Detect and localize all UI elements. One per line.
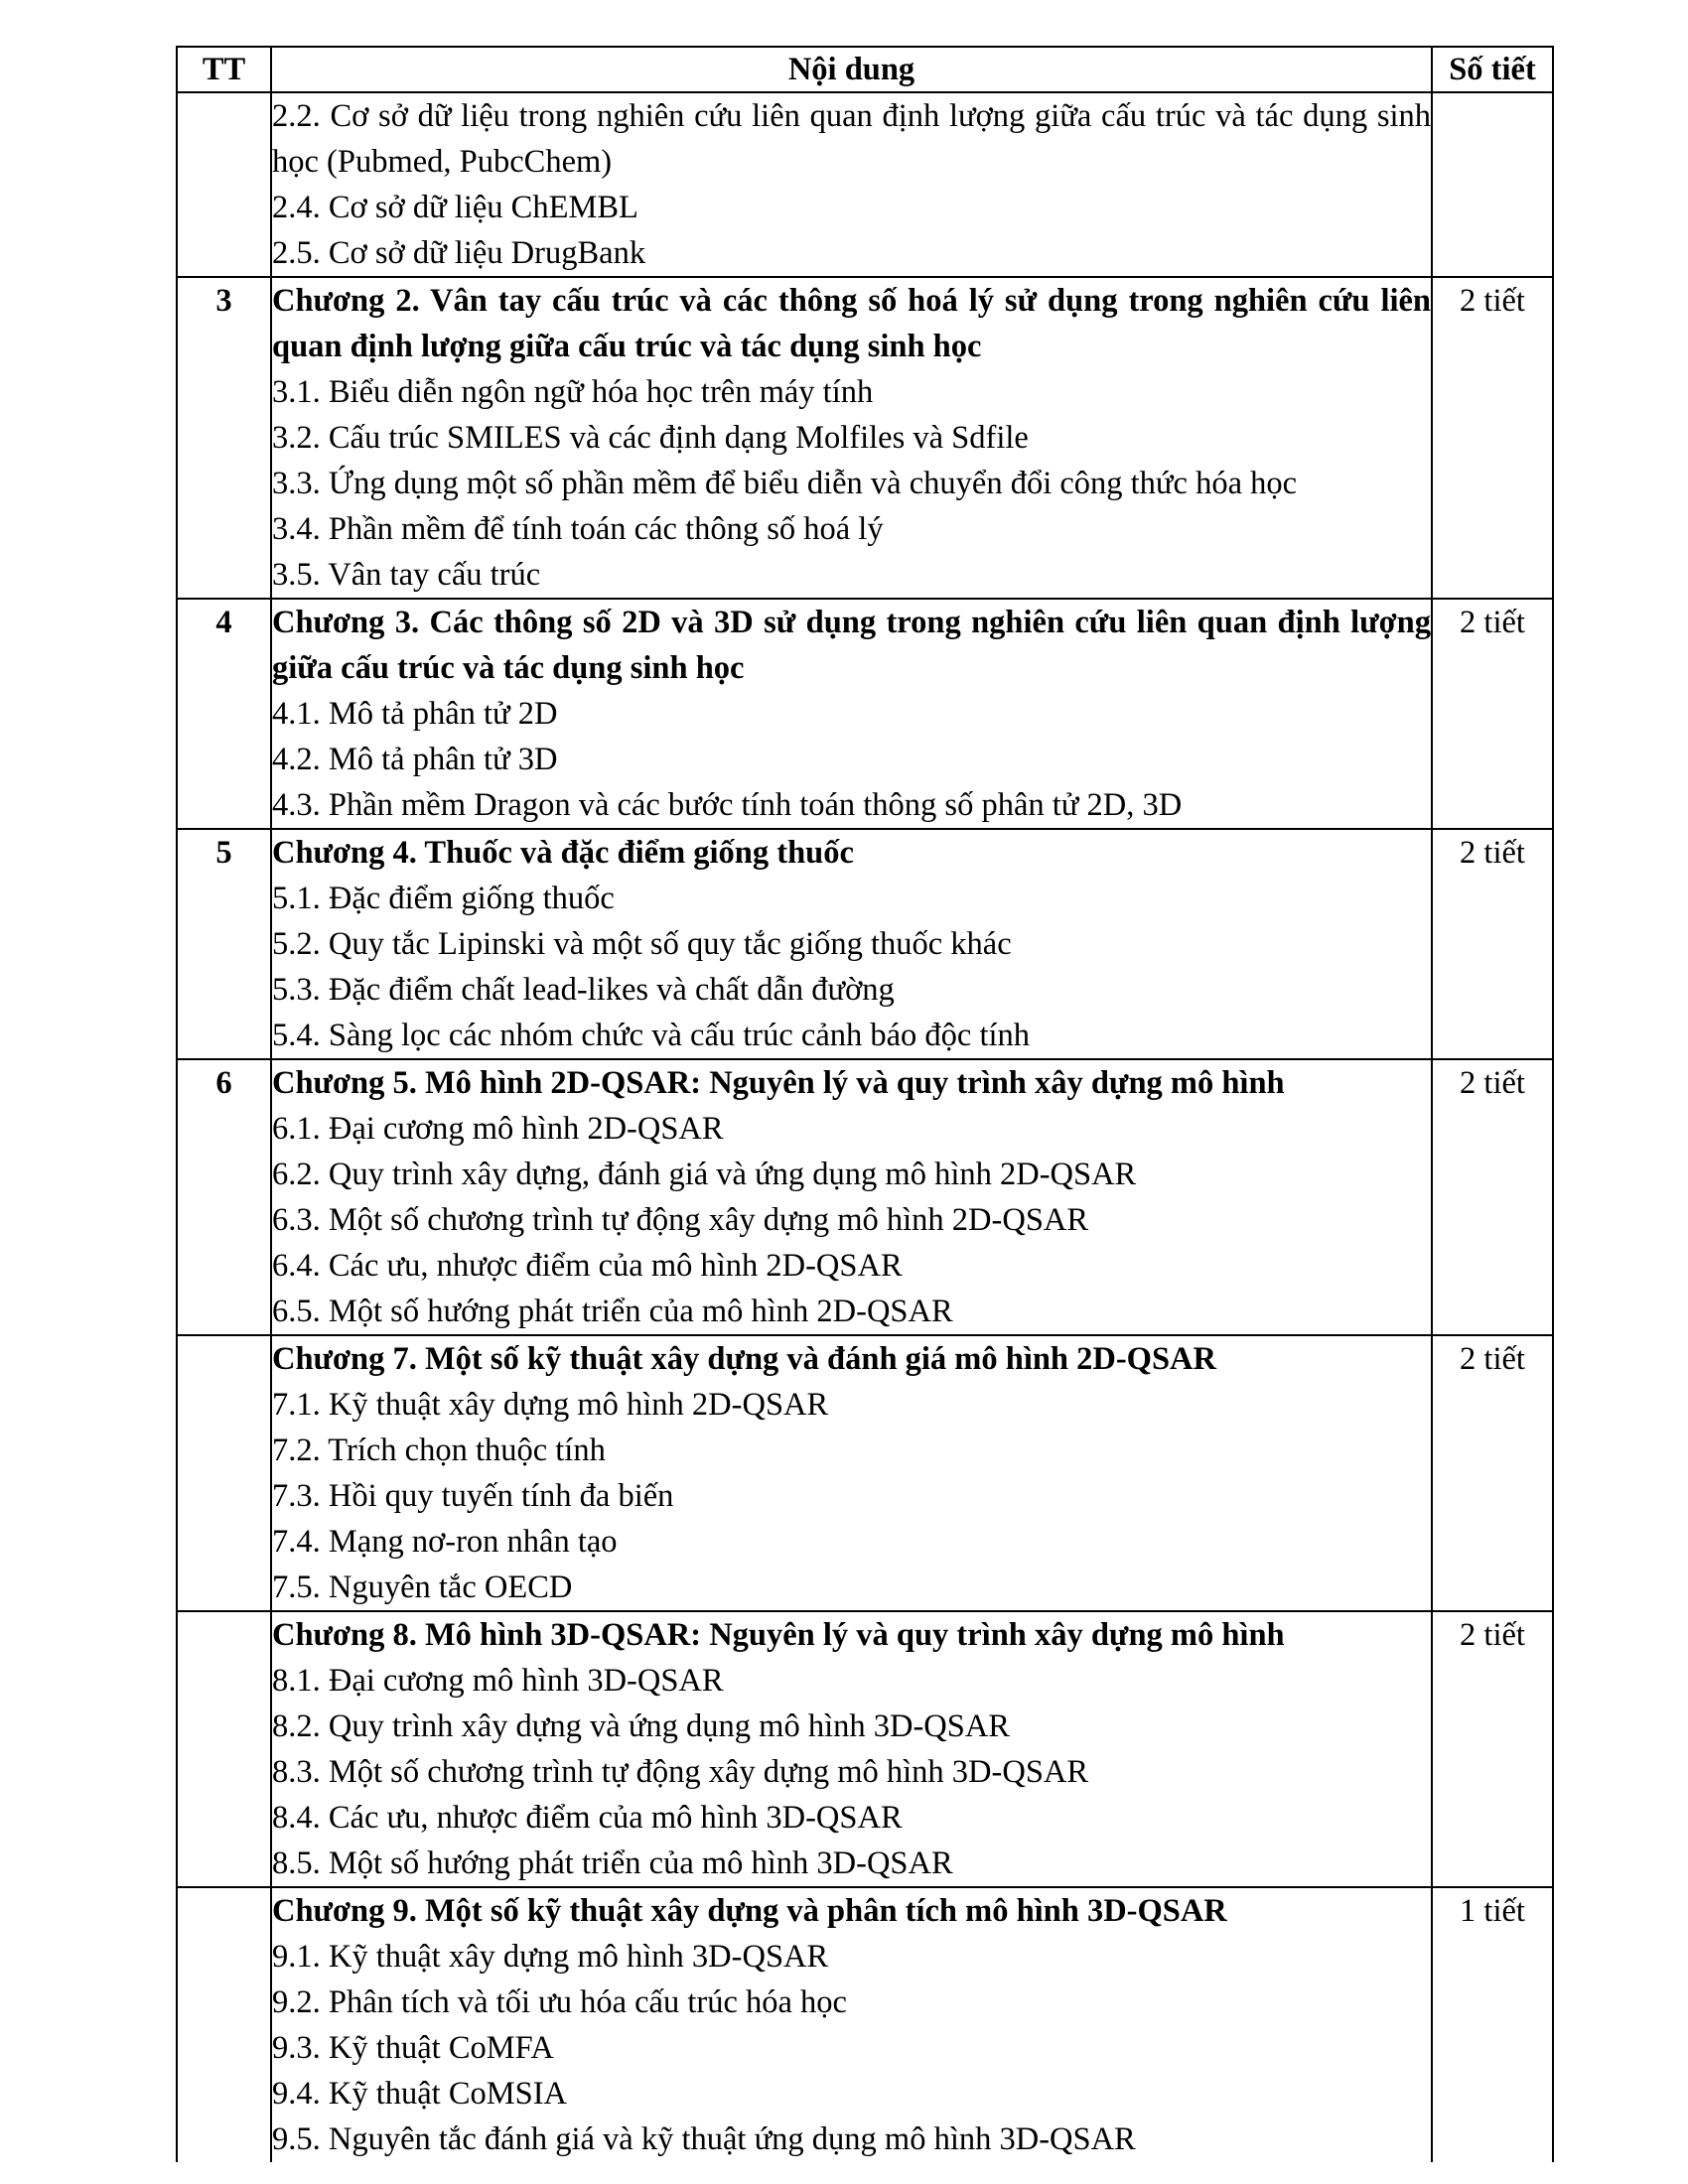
row-hours: 2 tiết xyxy=(1432,599,1553,829)
row-content xyxy=(271,1059,1432,1335)
row-item: 3.2. Cấu trúc SMILES và các định dạng Molfiles và Sdfile xyxy=(272,420,1029,456)
row-number xyxy=(177,1335,271,1611)
row-item: 8.5. Một số hướng phát triển của mô hình 3D-QSAR xyxy=(272,1845,953,1881)
table-row xyxy=(177,1059,1553,1335)
syllabus-table xyxy=(176,46,1554,2162)
row-hours: 2 tiết xyxy=(1432,1335,1553,1611)
row-item: 7.3. Hồi quy tuyến tính đa biến xyxy=(272,1478,674,1514)
row-item: 4.1. Mô tả phân tử 2D xyxy=(272,696,558,732)
row-item: 2.5. Cơ sở dữ liệu DrugBank xyxy=(272,235,646,271)
row-number xyxy=(177,1611,271,1887)
chapter-heading: Chương 5. Mô hình 2D-QSAR: Nguyên lý và quy trình xây dựng mô hình xyxy=(272,1065,1285,1101)
row-number: 6 xyxy=(177,1059,271,1335)
row-item: 9.1. Kỹ thuật xây dựng mô hình 3D-QSAR xyxy=(272,1939,829,1975)
row-hours: 1 tiết xyxy=(1432,1887,1553,2162)
row-number: 4 xyxy=(177,599,271,829)
table-body xyxy=(177,92,1553,2162)
row-item: 4.2. Mô tả phân tử 3D xyxy=(272,742,558,777)
row-item: 6.4. Các ưu, nhược điểm của mô hình 2D-QSAR xyxy=(272,1248,903,1284)
row-item: 3.5. Vân tay cấu trúc xyxy=(272,557,541,593)
row-item: 3.4. Phần mềm để tính toán các thông số hoá lý xyxy=(272,511,884,547)
row-item: 5.4. Sàng lọc các nhóm chức và cấu trúc cảnh báo độc tính xyxy=(272,1018,1031,1053)
row-item: 6.5. Một số hướng phát triển của mô hình 2D-QSAR xyxy=(272,1294,953,1329)
row-item: 3.3. Ứng dụng một số phần mềm để biểu diễn và chuyển đổi công thức hóa học xyxy=(272,466,1298,501)
table-row xyxy=(177,92,1553,277)
row-item: 7.2. Trích chọn thuộc tính xyxy=(272,1433,606,1468)
table-row xyxy=(177,599,1553,829)
chapter-heading: Chương 7. Một số kỹ thuật xây dựng và đánh giá mô hình 2D-QSAR xyxy=(272,1341,1216,1377)
row-item: 3.1. Biểu diễn ngôn ngữ hóa học trên máy tính xyxy=(272,374,874,410)
row-item: 8.2. Quy trình xây dựng và ứng dụng mô hình 3D-QSAR xyxy=(272,1708,1010,1744)
row-number: 3 xyxy=(177,277,271,599)
row-number: 5 xyxy=(177,829,271,1059)
row-item: 8.3. Một số chương trình tự động xây dựng mô hình 3D-QSAR xyxy=(272,1754,1089,1790)
row-hours: 2 tiết xyxy=(1432,1611,1553,1887)
row-item: 9.5. Nguyên tắc đánh giá và kỹ thuật ứng dụng mô hình 3D-QSAR xyxy=(272,2121,1136,2157)
row-item: 5.1. Đặc điểm giống thuốc xyxy=(272,881,615,916)
row-content xyxy=(271,1611,1432,1887)
row-hours: 2 tiết xyxy=(1432,829,1553,1059)
row-item: 2.4. Cơ sở dữ liệu ChEMBL xyxy=(272,190,638,225)
row-content xyxy=(271,1887,1432,2162)
row-item: 4.3. Phần mềm Dragon và các bước tính toán thông số phân tử 2D, 3D xyxy=(272,787,1183,823)
chapter-heading: Chương 9. Một số kỹ thuật xây dựng và phân tích mô hình 3D-QSAR xyxy=(272,1893,1227,1929)
row-number xyxy=(177,1887,271,2162)
row-item: 9.4. Kỹ thuật CoMSIA xyxy=(272,2076,568,2112)
row-item: 2.2. Cơ sở dữ liệu trong nghiên cứu liên quan định lượng giữa cấu trúc và tác dụng sinh học (Pubmed, PubcChem) xyxy=(272,98,1431,180)
row-content xyxy=(271,92,1432,277)
table-row xyxy=(177,1887,1553,2162)
row-item: 7.4. Mạng nơ-ron nhân tạo xyxy=(272,1524,618,1560)
chapter-heading: Chương 3. Các thông số 2D và 3D sử dụng trong nghiên cứu liên quan định lượng giữa cấu trúc và tác dụng sinh học xyxy=(272,605,1431,686)
header-content: Nội dung xyxy=(271,47,1432,92)
row-item: 9.3. Kỹ thuật CoMFA xyxy=(272,2030,554,2066)
row-item: 6.1. Đại cương mô hình 2D-QSAR xyxy=(272,1111,724,1147)
row-hours xyxy=(1432,92,1553,277)
chapter-heading: Chương 8. Mô hình 3D-QSAR: Nguyên lý và quy trình xây dựng mô hình xyxy=(272,1617,1285,1653)
row-item: 9.2. Phân tích và tối ưu hóa cấu trúc hóa học xyxy=(272,1984,847,2020)
table-row xyxy=(177,1335,1553,1611)
table-header-row xyxy=(177,47,1553,92)
row-content xyxy=(271,829,1432,1059)
table-row xyxy=(177,829,1553,1059)
row-content xyxy=(271,1335,1432,1611)
row-item: 8.1. Đại cương mô hình 3D-QSAR xyxy=(272,1663,724,1699)
row-content xyxy=(271,599,1432,829)
table-row xyxy=(177,1611,1553,1887)
chapter-heading: Chương 4. Thuốc và đặc điểm giống thuốc xyxy=(272,835,854,871)
chapter-heading: Chương 2. Vân tay cấu trúc và các thông số hoá lý sử dụng trong nghiên cứu liên quan định lượng giữa cấu trúc và tác dụng sinh học xyxy=(272,283,1431,364)
row-item: 5.2. Quy tắc Lipinski và một số quy tắc giống thuốc khác xyxy=(272,926,1012,962)
row-hours: 2 tiết xyxy=(1432,1059,1553,1335)
header-hours: Số tiết xyxy=(1432,47,1553,92)
row-item: 6.3. Một số chương trình tự động xây dựng mô hình 2D-QSAR xyxy=(272,1202,1089,1238)
row-number xyxy=(177,92,271,277)
row-item: 7.5. Nguyên tắc OECD xyxy=(272,1570,573,1605)
row-item: 8.4. Các ưu, nhược điểm của mô hình 3D-QSAR xyxy=(272,1800,903,1836)
row-item: 5.3. Đặc điểm chất lead-likes và chất dẫn đường xyxy=(272,972,895,1008)
row-hours: 2 tiết xyxy=(1432,277,1553,599)
table-row xyxy=(177,277,1553,599)
row-item: 7.1. Kỹ thuật xây dựng mô hình 2D-QSAR xyxy=(272,1387,829,1423)
row-content xyxy=(271,277,1432,599)
header-tt: TT xyxy=(177,47,271,92)
row-item: 6.2. Quy trình xây dựng, đánh giá và ứng dụng mô hình 2D-QSAR xyxy=(272,1157,1137,1192)
